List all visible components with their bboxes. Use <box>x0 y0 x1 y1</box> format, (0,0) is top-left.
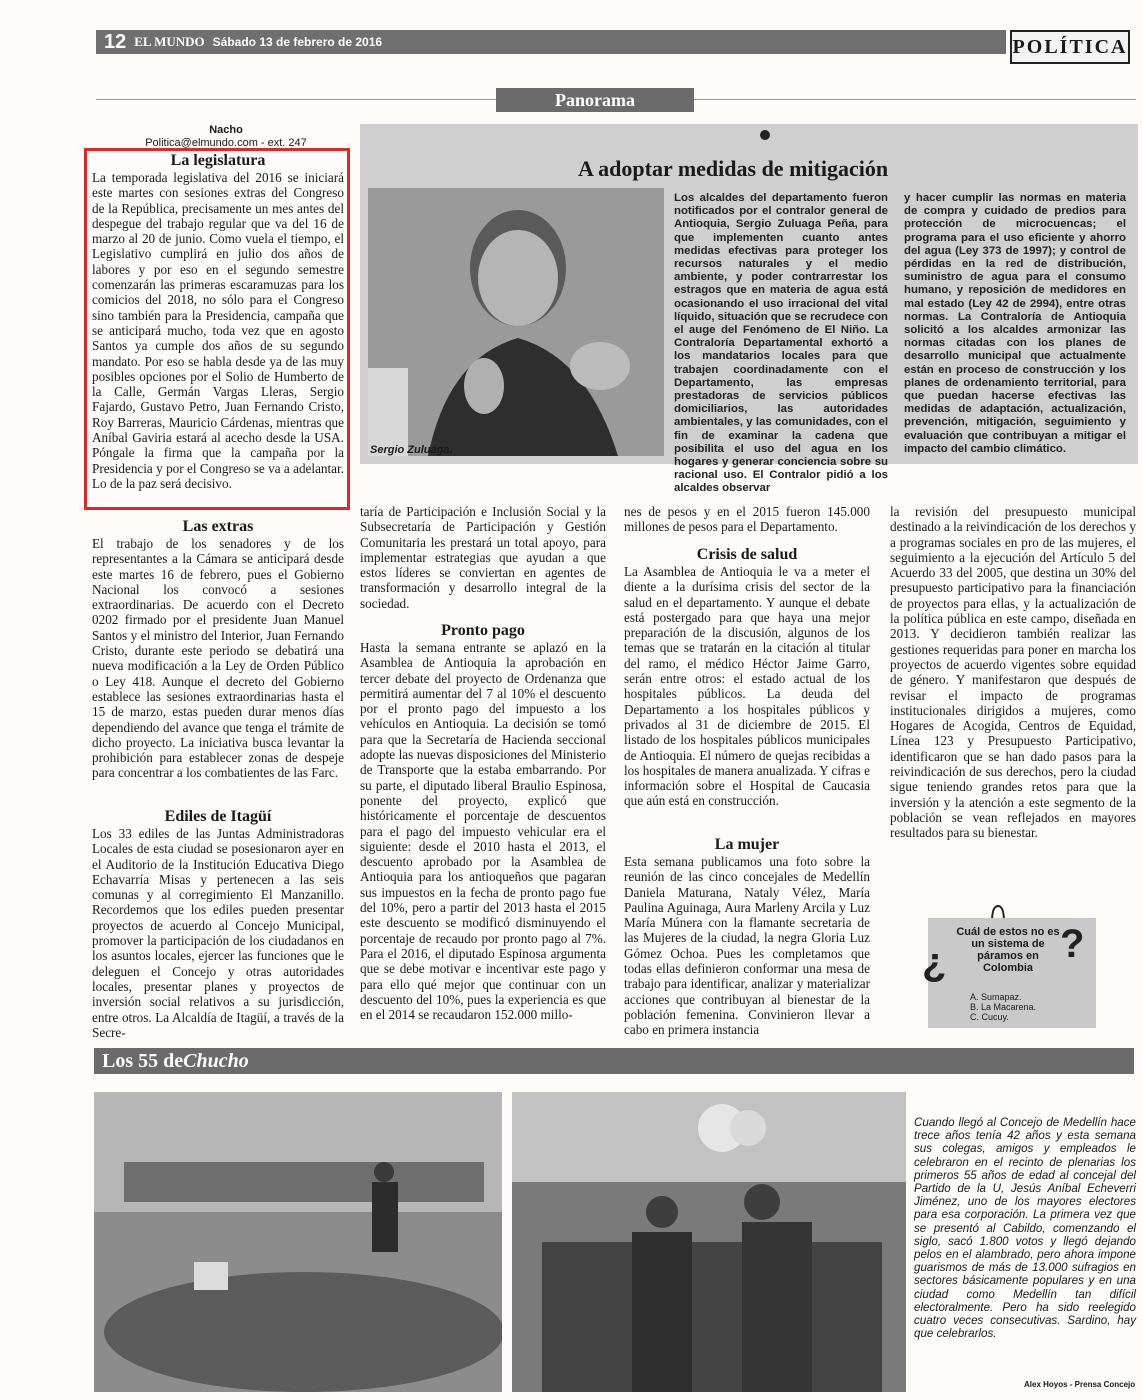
extras-body: El trabajo de los senadores y de los representantes a la Cámara se anticipará desde este martes 16 de febrero, pues el Gobierno Nacional los convocó a sesiones extraordinarias. De acuerdo con el Decreto 0202 firmado por el presidente Juan Manuel Santos y el ministro del Interior, Juan Fernando Cristo, durante este periodo se debatirá una nueva modificación a la Ley de Orden Público o Ley 418. Aunque el decreto del Gobierno establece las sesiones extraordinarias hasta el 15 de marzo, estas pueden durar menos días dependiendo del avance que tenga el trámite de dicho proyecto. La iniciativa busca levantar la prohibición para establecer zonas de despeje para concentrar a los combatientes de las Farc. <box>92 536 344 781</box>
article-legislatura <box>92 152 344 491</box>
quiz-option: C. Cucuy. <box>970 1012 1009 1022</box>
paper-name: EL MUNDO <box>134 34 205 49</box>
bullet-icon <box>760 130 770 140</box>
photo-credit: Alex Hoyos - Prensa Concejo <box>1024 1380 1136 1389</box>
speaker-photo <box>94 1092 502 1392</box>
salud-heading: Crisis de salud <box>696 546 798 563</box>
feature-headline: A adoptar medidas de mitigación <box>578 156 889 181</box>
quiz-question: Cuál de estos no es un sistema de páramos en Colombia <box>956 926 1060 974</box>
ediles-heading: Ediles de Itagüí <box>164 808 272 825</box>
crowd-photo-icon <box>512 1092 906 1392</box>
salud-body: La Asamblea de Antioquia le va a meter el diente a la durísima crisis del sector de la salud en el departamento. Y aunque el debate está postergado para que haya una mejor preparación de la discusión, algunos de los temas que se tratarán en la citación al titular del ramo, el médico Héctor Jaime Garro, serán entre otros: el estado actual de los hospitales públicos. La deuda del Departamento a los hospitales públicos y privados al 31 de diciembre de 2015. El listado de los hospitales públicos municipales de Antioquia. El número de quejas recibidas a los hospitales de manera anualizada. Y cifras e información sobre el Hospital de Caucasia que aún está en construcción. <box>624 564 870 809</box>
quiz-option: B. La Macarena. <box>970 1002 1037 1012</box>
byline <box>96 124 356 150</box>
panorama-banner: Panorama <box>496 88 694 112</box>
mujer-heading: La mujer <box>714 836 780 853</box>
section-label: POLÍTICA <box>1010 30 1130 64</box>
photo-caption: Sergio Zuluaga. <box>370 444 453 456</box>
ediles-body: Los 33 ediles de las Juntas Administradoras Locales de esta ciudad se posesionaron ayer en el Auditorio de la Institución Educativa Diego Echavarría Misas y pertenecen a las seis comunas y al corregimiento El Manzanillo. Recordemos que los ediles pueden presentar proyectos de acuerdo al Concejo Municipal, promover la participación de los ciudadanos en los asuntos locales, ejercer las funciones que le deleguen el Concejo y otras autoridades locales, presentar planes y proyectos de inversión social relativos a su jurisdicción, entre otros. La Alcaldía de Itagüí, a través de la Secre- <box>92 826 344 1040</box>
author-name: Nacho <box>209 124 243 136</box>
issue-date: Sábado 13 de febrero de 2016 <box>212 35 383 49</box>
article-pronto-pago <box>360 622 606 1022</box>
legislatura-heading: La legislatura <box>170 152 266 169</box>
celebration-photo <box>512 1092 906 1392</box>
chucho-title: Los 55 de <box>102 1049 184 1072</box>
chucho-banner <box>94 1048 1134 1074</box>
legislatura-body: La temporada legislativa del 2016 se iniciará este martes con sesiones extras del Congreso de la República, precisamente un mes antes del despegue del trabajo regular que va del 16 de marzo al 20 de junio. Como vuela el tiempo, el Legislativo cumplirá en julio dos años de labores y por eso en el segundo semestre comenzarán las primeras escaramuzas para los comicios del 2018, no sólo para el Congreso sino también para la Presidencia, campaña que se anticipará mucho, toda vez que en agosto Santos ya cumple dos años de su segundo mandato. Por eso se habla desde ya de las muy posibles opciones por el Solio de Humberto de la Calle, Germán Vargas Lleras, Sergio Fajardo, Gustavo Petro, Juan Fernando Cristo, Roy Barreras, Mauricio Cárdenas, mientras que Aníbal Gaviria estará al acecho desde la USA. Póngale la firma que la campaña por la Presidencia y por el Congreso se va a adelantar. Lo de la paz será decisivo. <box>92 170 344 491</box>
article-mujer <box>624 836 870 1038</box>
auditorium-photo-icon <box>94 1092 502 1392</box>
article-ediles <box>92 808 344 1040</box>
chucho-title-name: Chucho <box>183 1049 249 1072</box>
quiz-box <box>922 918 1096 1028</box>
chucho-body: Cuando llegó al Concejo de Medellín hace trece años tenía 42 años y esta semana sus colegas, amigos y empleados le celebraron en el recinto de plenarias los primeros 55 años de edad al concejal del Partido de la U, Jesús Aníbal Echeverri Jiménez, uno de los mayores electores para esa corporación. La primera vez que se presentó al Cabildo, comenzando el siglo, sacó 1.800 votos y llegó dejando pelos en el alambrado, pero ahora impone guarismos de más de 13.000 sufragios en sectores básicamente populares y en una ciudad como Medellín tan difícil electoralmente. Pero ha sido reelegido cuatro veces consecutivas. Sardino, hay que celebrarlos. <box>914 1116 1136 1341</box>
article-extras <box>92 518 344 781</box>
feature-col-2: y hacer cumplir las normas en materia de compra y cuidado de predios para protección de microcuencas; el programa para el uso eficiente y ahorro del agua (Ley 373 de 1997); y control de pérdidas en la red de distribución, suministro de agua para el consumo humano, y reposición de medidores en mal estado (Ley 42 de 2994), entre otras normas. La Contraloría de Antioquia solicitó a los alcaldes armonizar las normas citadas con los planes de desarrollo municipal que actualmente están en proceso de construcción y los planes de ordenamiento territorial, para que puedan hacerse efectivas las medidas de adaptación, actualización, prevención, mitigación, seguimiento y evaluación que contribuyan a mitigar el impacto del cambio climático. <box>904 192 1126 455</box>
mujer-body: Esta semana publicamos una foto sobre la reunión de las cinco concejales de Medellín Daniela Maturana, Nataly Vélez, María Paulina Aguinaga, Aura Marleny Arcila y Luz María Múnera con la flamante secretaria de las Mujeres de la ciudad, la negra Gloria Luz Gómez Ochoa. Pues les completamos que todas ellas definieron conformar una mesa de trabajo para identificar, analizar y materializar acciones que contribuyan al bienestar de la población femenina. Convinieron llevar a cabo en primera instancia <box>624 854 870 1038</box>
masthead-bar <box>96 30 1006 54</box>
page-number: 12 <box>104 30 127 53</box>
pronto-body: Hasta la semana entrante se aplazó en la Asamblea de Antioquia la aprobación en tercer debate del proyecto de Ordenanza que permitirá aumentar del 7 al 10% el descuento por el pronto pago del impuesto a los vehículos en Antioquia. La decisión se tomó para que la Secretaría de Hacienda seccional adopte las nuevas disposiciones del Ministerio de Transporte que la estaba embarrando. Por su parte, el diputado liberal Braulio Espinosa, ponente del proyecto, explicó que históricamente el porcentaje de descuentos para el pago del impuesto vehicular era el siguiente: desde el 2010 hasta el 2013, el descuento aprobado por la Asamblea de Antioquia para los antioqueños que pagaran sus impuestos en la fecha de pronto pago fue del 10%, pero a partir del 2013 hasta el 2015 este descuento se modificó disminuyendo el porcentaje de recaudo por pronto pago al 7%. Para el 2016, el diputado Espinosa argumenta que se debe motivar e incentivar este pago y para ello qué mejor que continuar con un descuento del 10%, pues la experiencia es que en el 2014 se recaudaron 152.000 millo- <box>360 640 606 1023</box>
person-photo-icon <box>368 188 664 456</box>
quiz-option: A. Sumapaz. <box>970 992 1022 1002</box>
quiz-options <box>970 992 1080 1022</box>
col3-continuation: nes de pesos y en el 2015 fueron 145.000 millones de pesos para el Departamento. <box>624 504 870 535</box>
contralor-photo <box>368 188 664 456</box>
author-contact: Politica@elmundo.com - ext. 247 <box>145 137 307 149</box>
article-salud <box>624 546 870 809</box>
col4-continuation: la revisión del presupuesto municipal destinado a la reivindicación de los derechos y a programas sociales en pro de las mujeres, el seguimiento a la ejecución del Artículo 5 del Acuerdo 33 del 2005, que destina un 30% del presupuesto participativo para la financiación de proyectos para ellas, y la actualización de la política pública en este campo, diseñada en 2013. Y decidieron también realizar las gestiones requeridas para poner en marcha los proyectos de acuerdo vigentes sobre equidad de género. Y manifestaron que después de revisar el impacto de programas institucionales dirigidos a mujeres, como Hogares de Acogida, Centros de Equidad, Línea 123 y Presupuesto Participativo, identificaron que se han dado pasos para la reivindicación de sus derechos, pero la ciudad sigue teniendo grandes retos para que la inversión y la atención a este segmento de la población se vean reflejados en mayores resultados para su bienestar. <box>890 504 1136 841</box>
feature-col-1: Los alcaldes del departamento fueron notificados por el contralor general de Antioquia, Sergio Zuluaga Peña, para que implementen cuanto antes medidas efectivas para proteger los recursos naturales y el medio ambiente, y poder contrarrestar los estragos que en materia de agua está ocasionando el uso irracional del vital líquido, situación que se recrudece con el auge del Fenómeno de El Niño. La Contraloría Departamental exhortó a los mandatarios locales para que trabajen coordinadamente con el Departamento, las empresas prestadoras de servicios públicos domiciliarios, las autoridades ambientales, y las comunidades, con el fin de examinar la cadena que posibilita el uso del agua en los hogares y generar conciencia sobre su racional uso. El Contralor pidió a los alcaldes observar <box>674 192 888 495</box>
question-mark-open-icon: ¿ <box>922 940 947 984</box>
pronto-heading: Pronto pago <box>441 622 525 639</box>
col2-continuation: taría de Participación e Inclusión Social y la Subsecretaría de Participación y Gestión Comunitaria les prestará un total apoyo, para implementar estrategias que ayudan a que estos líderes se conviertan en agentes de transformación y desarrollo integral de la sociedad. <box>360 504 606 611</box>
question-mark-close-icon: ? <box>1060 922 1085 966</box>
extras-heading: Las extras <box>182 518 254 535</box>
